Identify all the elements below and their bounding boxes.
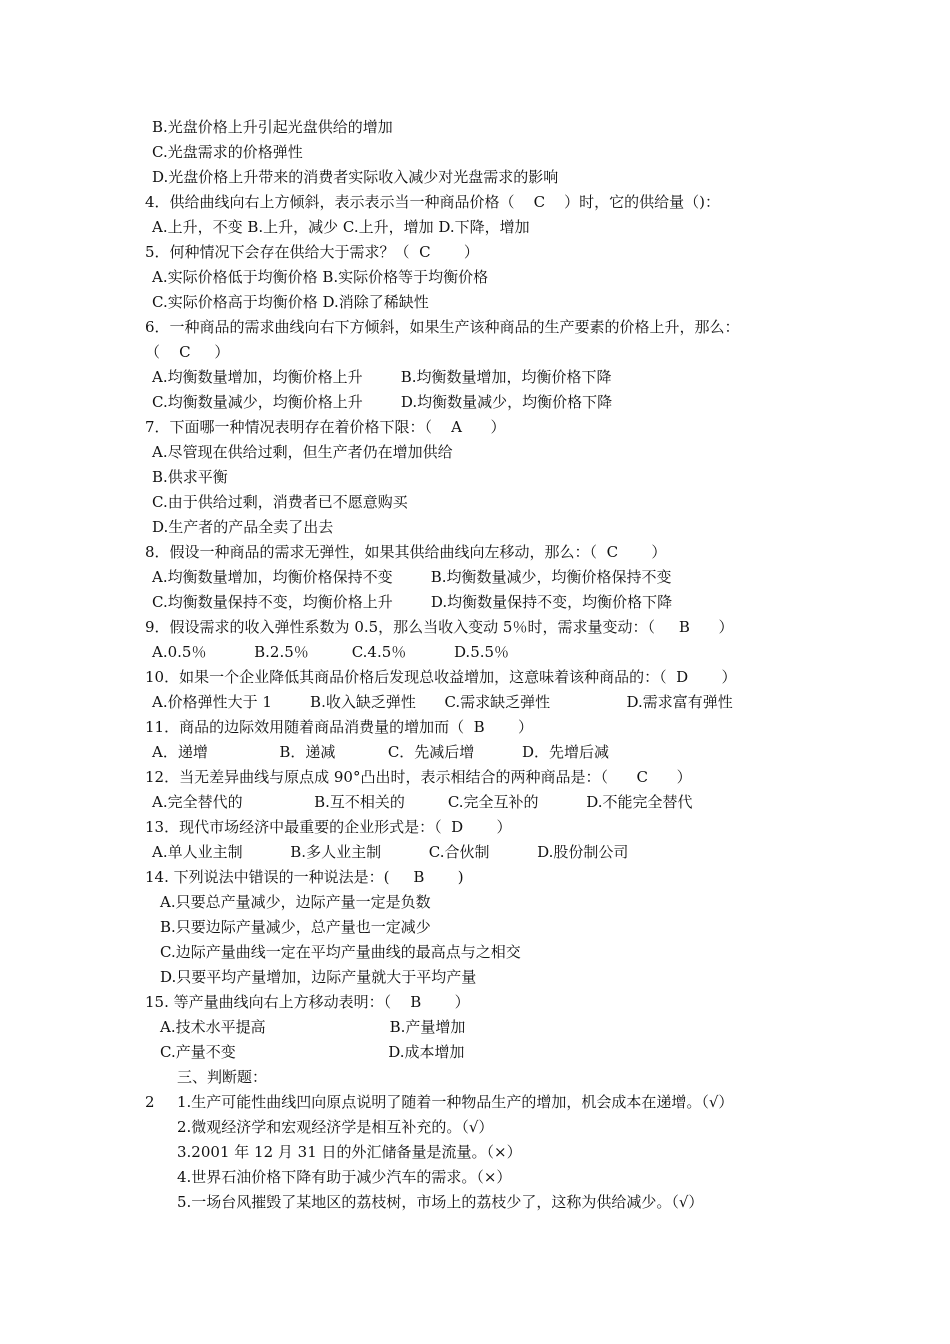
question-10: 10．如果一个企业降低其商品价格后发现总收益增加，这意味着该种商品的：（ D ） bbox=[145, 668, 737, 686]
question-10-options: A.价格弹性大于 1 B.收入缺乏弹性 C.需求缺乏弹性 D.需求富有弹性 bbox=[152, 693, 733, 711]
question-9: 9．假设需求的收入弹性系数为 0.5，那么当收入变动 5％时，需求量变动：（ B ） bbox=[145, 618, 734, 636]
question-8-options-cd: C.均衡数量保持不变，均衡价格上升 D.均衡数量保持不变，均衡价格下降 bbox=[152, 593, 673, 611]
question-12: 12．当无差异曲线与原点成 90°凸出时，表示相结合的两种商品是：（ C ） bbox=[145, 768, 692, 786]
question-9-options: A.0.5％ B.2.5％ C.4.5％ D.5.5％ bbox=[152, 643, 510, 661]
question-5: 5．何种情况下会存在供给大于需求？（ C ） bbox=[145, 243, 479, 261]
question-13-options: A.单人业主制 B.多人业主制 C.合伙制 D.股份制公司 bbox=[152, 843, 629, 861]
question-14-option-b: B.只要边际产量减少，总产量也一定减少 bbox=[160, 918, 431, 936]
judgment-2: 2.微观经济学和宏观经济学是相互补充的。（√） bbox=[177, 1118, 494, 1136]
question-6-answer: （ C ） bbox=[145, 343, 230, 361]
question-14-option-d: D.只要平均产量增加，边际产量就大于平均产量 bbox=[160, 968, 477, 986]
question-6: 6．一种商品的需求曲线向右下方倾斜，如果生产该种商品的生产要素的价格上升，那么： bbox=[145, 318, 740, 336]
question-7: 7．下面哪一种情况表明存在着价格下限：（ A ） bbox=[145, 418, 506, 436]
question-15: 15. 等产量曲线向右上方移动表明：（ B ） bbox=[145, 993, 470, 1011]
question-6-options-ab: A.均衡数量增加，均衡价格上升 B.均衡数量增加，均衡价格下降 bbox=[152, 368, 612, 386]
question-12-options: A.完全替代的 B.互不相关的 C.完全互补的 D.不能完全替代 bbox=[152, 793, 693, 811]
question-6-options-cd: C.均衡数量减少，均衡价格上升 D.均衡数量减少，均衡价格下降 bbox=[152, 393, 613, 411]
option-d-cd-income: D.光盘价格上升带来的消费者实际收入减少对光盘需求的影响 bbox=[152, 168, 559, 186]
judgment-5: 5.一场台风摧毁了某地区的荔枝树，市场上的荔枝少了，这称为供给减少。（√） bbox=[177, 1193, 704, 1211]
option-c-cd-elasticity: C.光盘需求的价格弹性 bbox=[152, 143, 303, 161]
question-4: 4．供给曲线向右上方倾斜，表示表示当一种商品价格（ C ）时，它的供给量（)： bbox=[145, 193, 721, 211]
judgment-1: 1.生产可能性曲线凹向原点说明了随着一种物品生产的增加，机会成本在递增。（√） bbox=[177, 1093, 734, 1111]
question-5-options-ab: A.实际价格低于均衡价格 B.实际价格等于均衡价格 bbox=[152, 268, 489, 286]
question-11: 11．商品的边际效用随着商品消费量的增加而（ B ） bbox=[145, 718, 534, 736]
question-15-options-ab: A.技术水平提高 B.产量增加 bbox=[160, 1018, 466, 1036]
question-13: 13．现代市场经济中最重要的企业形式是：（ D ） bbox=[145, 818, 512, 836]
question-8: 8．假设一种商品的需求无弹性，如果其供给曲线向左移动，那么：（ C ） bbox=[145, 543, 667, 561]
judgment-4: 4.世界石油价格下降有助于减少汽车的需求。（×） bbox=[177, 1168, 512, 1186]
question-14-option-a: A.只要总产量减少，边际产量一定是负数 bbox=[160, 893, 431, 911]
question-5-options-cd: C.实际价格高于均衡价格 D.消除了稀缺性 bbox=[152, 293, 429, 311]
question-7-option-d: D.生产者的产品全卖了出去 bbox=[152, 518, 334, 536]
question-15-options-cd: C.产量不变 D.成本增加 bbox=[160, 1043, 465, 1061]
question-7-option-c: C.由于供给过剩，消费者已不愿意购买 bbox=[152, 493, 408, 511]
question-14-option-c: C.边际产量曲线一定在平均产量曲线的最高点与之相交 bbox=[160, 943, 521, 961]
judgment-3: 3.2001 年 12 月 31 日的外汇储备量是流量。（×） bbox=[177, 1143, 522, 1161]
question-11-options: A．递增 B．递减 C．先减后增 D．先增后减 bbox=[152, 743, 610, 761]
option-b-cd-supply: B.光盘价格上升引起光盘供给的增加 bbox=[152, 118, 393, 136]
margin-number: 2 bbox=[145, 1093, 155, 1111]
question-14: 14. 下列说法中错误的一种说法是：( B ) bbox=[145, 868, 464, 886]
question-7-option-a: A.尽管现在供给过剩，但生产者仍在增加供给 bbox=[152, 443, 453, 461]
section-heading-judgment: 三、判断题： bbox=[177, 1068, 268, 1086]
question-7-option-b: B.供求平衡 bbox=[152, 468, 228, 486]
question-8-options-ab: A.均衡数量增加，均衡价格保持不变 B.均衡数量减少，均衡价格保持不变 bbox=[152, 568, 672, 586]
question-4-options: A.上升，不变 B.上升，减少 C.上升，增加 D.下降，增加 bbox=[152, 218, 530, 236]
